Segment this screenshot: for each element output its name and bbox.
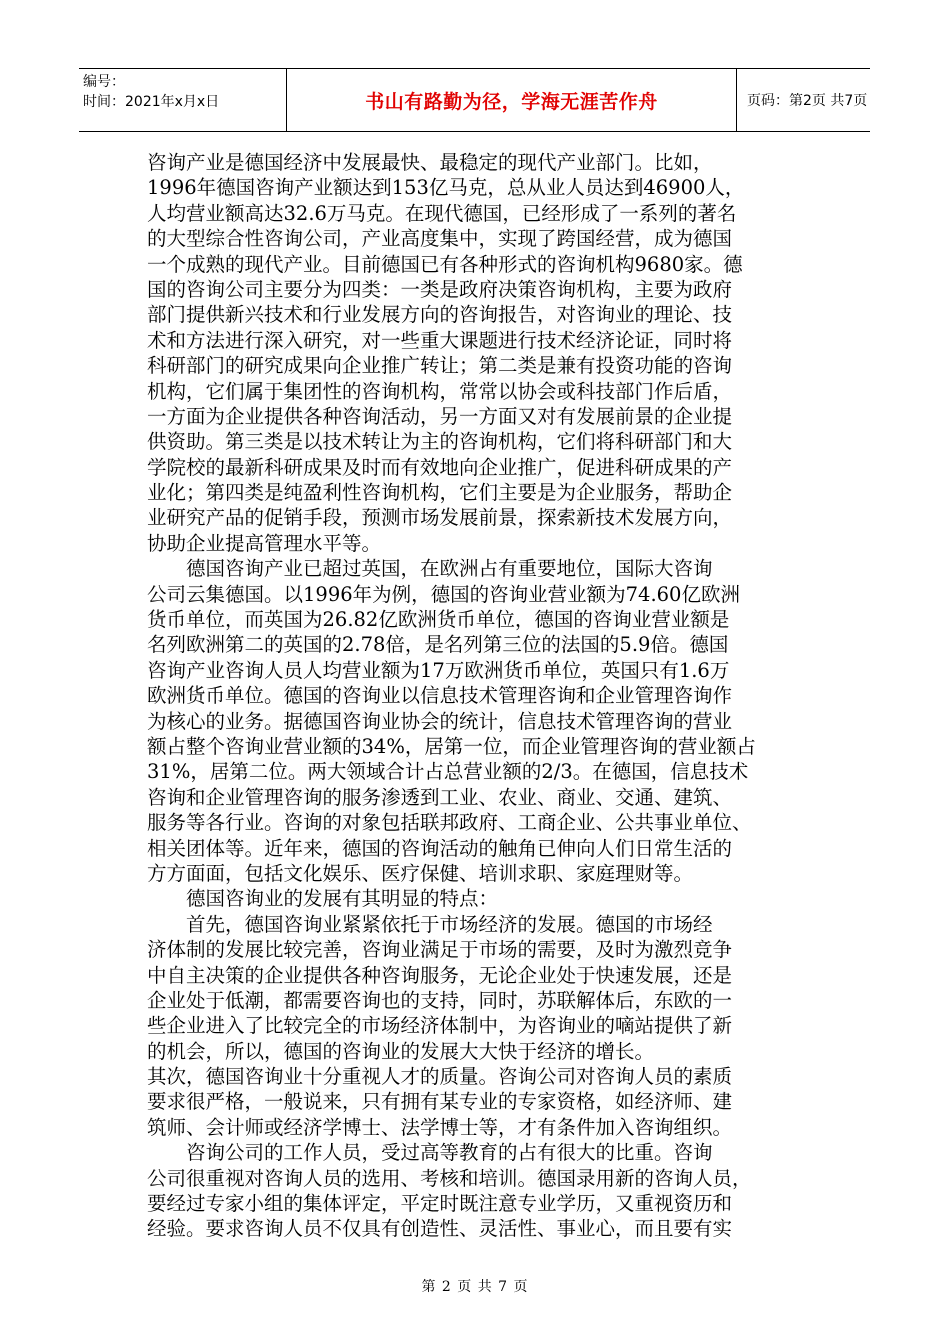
body-text-line: 首先，德国咨询业紧紧依托于市场经济的发展。德国的市场经 [147, 912, 713, 936]
body-text-line: 额占整个咨询业营业额的34%，居第一位，而企业管理咨询的营业额占 [147, 734, 756, 758]
body-text-line: 人均营业额高达32.6万马克。在现代德国，已经形成了一系列的著名 [147, 201, 737, 225]
body-text-line: 些企业进入了比较完全的市场经济体制中，为咨询业的嘀站提供了新 [147, 1014, 733, 1038]
header-page-code: 页码：第2页 共7页 [747, 93, 868, 109]
body-text-line: 服务等各行业。咨询的对象包括联邦政府、工商企业、公共事业单位、 [147, 811, 752, 835]
body-text-line: 经验。要求咨询人员不仅具有创造性、灵活性、事业心，而且要有实 [147, 1217, 733, 1241]
body-text-line: 企业处于低潮，都需要咨询也的支持，同时，苏联解体后，东欧的一 [147, 988, 733, 1012]
header-motto: 书山有路勤为径，学海无涯苦作舟 [287, 69, 737, 131]
body-text-line: 学院校的最新科研成果及时而有效地向企业推广，促进科研成果的产 [147, 455, 733, 479]
body-text-line: 31%，居第二位。两大领域合计占总营业额的2/3。在德国，信息技术 [147, 760, 749, 784]
body-text-line: 咨询和企业管理咨询的服务渗透到工业、农业、商业、交通、建筑、 [147, 785, 733, 809]
page-header [79, 68, 870, 132]
body-text-line: 咨询公司的工作人员，受过高等教育的占有很大的比重。咨询 [147, 1141, 713, 1165]
body-text-line: 的大型综合性咨询公司，产业高度集中，实现了跨国经营，成为德国 [147, 227, 733, 251]
body-text-line: 济体制的发展比较完善，咨询业满足于市场的需要，及时为激烈竞争 [147, 938, 733, 962]
body-text-line: 供资助。第三类是以技术转让为主的咨询机构，它们将科研部门和大 [147, 430, 733, 454]
body-text-line: 要求很严格，一般说来，只有拥有某专业的专家资格，如经济师、建 [147, 1090, 733, 1114]
body-text-line: 业化；第四类是纯盈利性咨询机构，它们主要是为企业服务，帮助企 [147, 481, 733, 505]
body-text-line: 公司云集德国。以1996年为例，德国的咨询业营业额为74.60亿欧洲 [147, 582, 740, 606]
header-meta [79, 69, 287, 131]
document-body [147, 150, 799, 1242]
document-time-label: 时间：2021年x月x日 [83, 94, 220, 110]
body-text-line: 公司很重视对咨询人员的选用、考核和培训。德国录用新的咨询人员， [147, 1166, 752, 1190]
body-text-line: 名列欧洲第二的英国的2.78倍，是名列第三位的法国的5.9倍。德国 [147, 633, 729, 657]
page-footer: 第 2 页 共 7 页 [421, 1279, 529, 1295]
body-text-line: 术和方法进行深入研究，对一些重大课题进行技术经济论证，同时将 [147, 328, 733, 352]
body-text-line: 德国咨询产业已超过英国，在欧洲占有重要地位，国际大咨询 [147, 557, 713, 581]
body-text-line: 其次，德国咨询业十分重视人才的质量。咨询公司对咨询人员的素质 [147, 1065, 733, 1089]
body-text-line: 1996年德国咨询产业额达到153亿马克，总从业人员达到46900人， [147, 176, 745, 200]
body-text-line: 部门提供新兴技术和行业发展方向的咨询报告，对咨询业的理论、技 [147, 303, 733, 327]
body-text-line: 欧洲货币单位。德国的咨询业以信息技术管理咨询和企业管理咨询作 [147, 684, 733, 708]
body-text-line: 一个成熟的现代产业。目前德国已有各种形式的咨询机构9680家。德 [147, 252, 743, 276]
body-text-line: 协助企业提高管理水平等。 [147, 531, 382, 555]
body-text-line: 中自主决策的企业提供各种咨询服务，无论企业处于快速发展，还是 [147, 963, 733, 987]
body-text-line: 货币单位，而英国为26.82亿欧洲货币单位，德国的咨询业营业额是 [147, 608, 730, 632]
body-text-line: 相关团体等。近年来，德国的咨询活动的触角已伸向人们日常生活的 [147, 836, 733, 860]
body-text-line: 机构，它们属于集团性的咨询机构，常常以协会或科技部门作后盾， [147, 379, 733, 403]
body-text-line: 国的咨询公司主要分为四类：一类是政府决策咨询机构，主要为政府 [147, 277, 733, 301]
body-text-line: 业研究产品的促销手段，预测市场发展前景，探索新技术发展方向， [147, 506, 733, 530]
body-text-line: 咨询产业咨询人员人均营业额为17万欧洲货币单位，英国只有1.6万 [147, 658, 730, 682]
body-text-line: 要经过专家小组的集体评定，平定时既注意专业学历，又重视资历和 [147, 1192, 733, 1216]
body-text-line: 方方面面，包括文化娱乐、医疗保健、培训求职、家庭理财等。 [147, 861, 694, 885]
body-text-line: 科研部门的研究成果向企业推广转让；第二类是兼有投资功能的咨询 [147, 354, 733, 378]
body-text-line: 德国咨询业的发展有其明显的特点： [147, 887, 499, 911]
body-text-line: 为核心的业务。据德国咨询业协会的统计，信息技术管理咨询的营业 [147, 709, 733, 733]
body-text-line: 一方面为企业提供各种咨询活动，另一方面又对有发展前景的企业提 [147, 404, 733, 428]
body-text-line: 筑师、会计师或经济学博士、法学博士等，才有条件加入咨询组织。 [147, 1115, 733, 1139]
body-text-line: 的机会，所以，德国的咨询业的发展大大快于经济的增长。 [147, 1039, 655, 1063]
body-text-line: 咨询产业是德国经济中发展最快、最稳定的现代产业部门。比如， [147, 151, 713, 174]
document-number-label: 编号： [83, 74, 125, 90]
